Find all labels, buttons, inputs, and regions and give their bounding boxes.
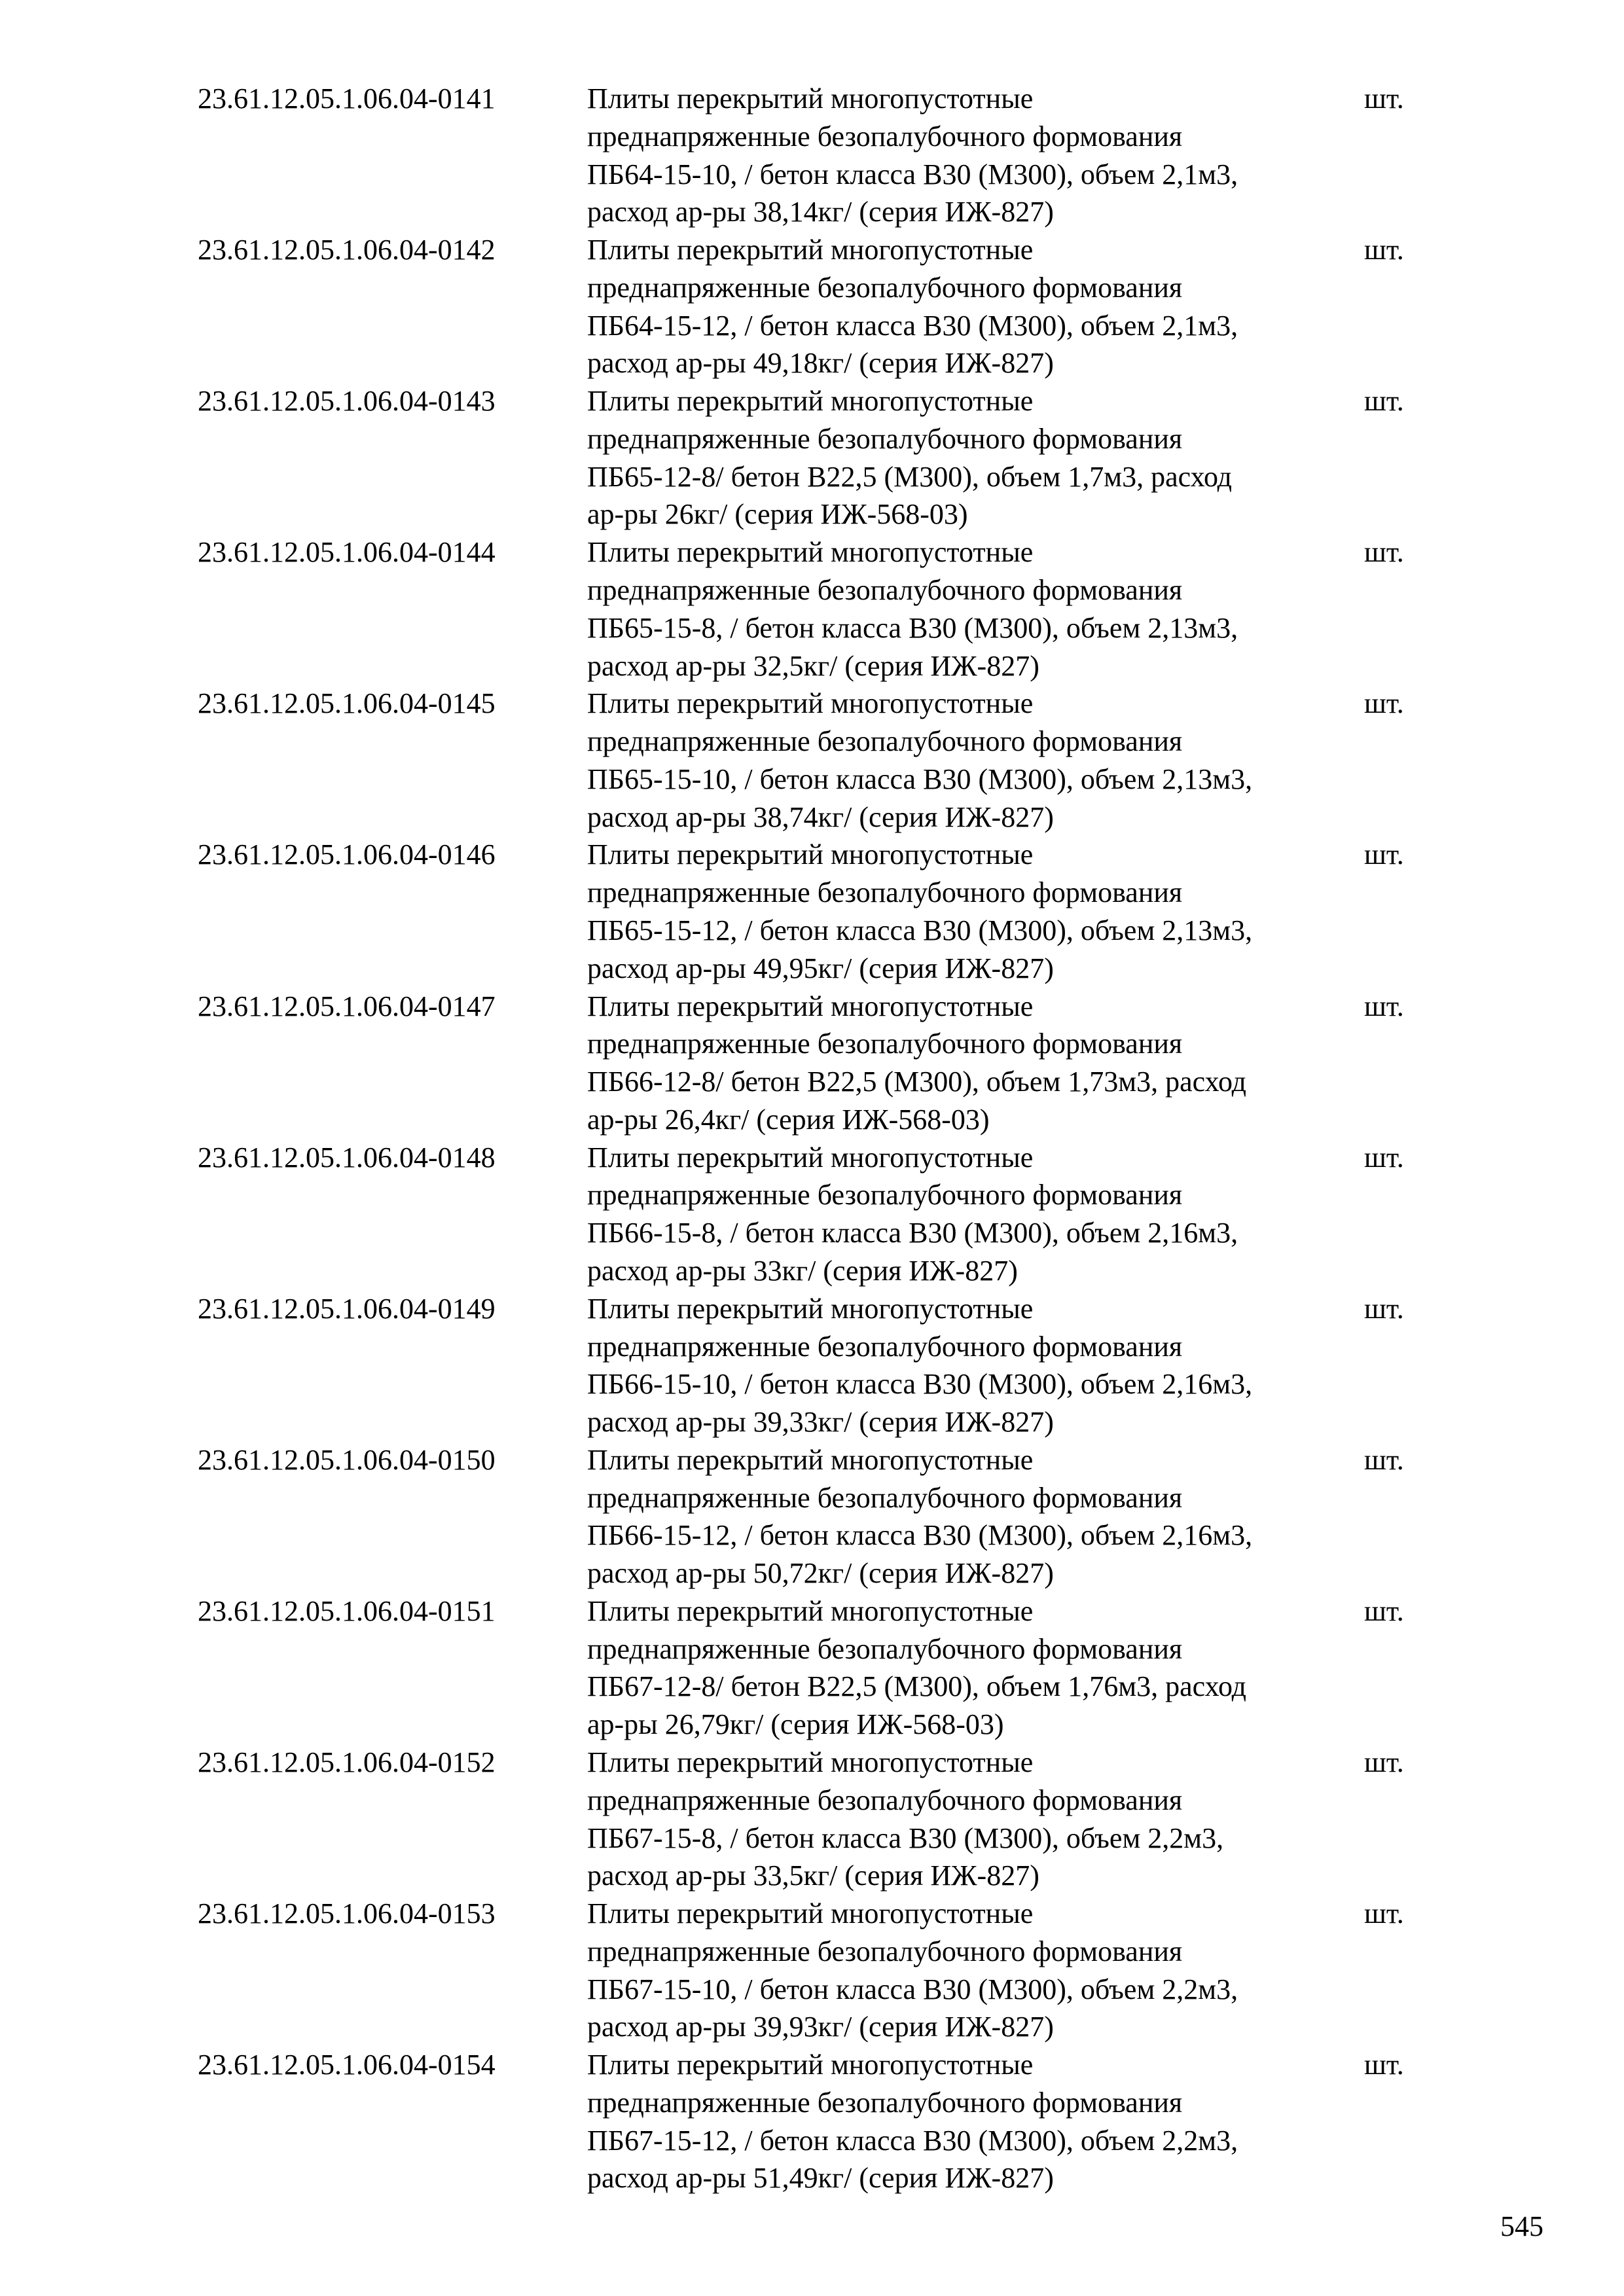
- description-line: расход ар-ры 33,5кг/ (серия ИЖ-827): [587, 1859, 1039, 1892]
- list-item: [0, 836, 1624, 987]
- resource-description: [587, 231, 1360, 382]
- unit-of-measure: шт.: [1364, 234, 1404, 266]
- resource-description: [587, 2046, 1360, 2197]
- description-line: Плиты перекрытий многопустотные: [587, 1292, 1034, 1325]
- unit-of-measure: шт.: [1364, 2049, 1404, 2081]
- description-line: расход ар-ры 51,49кг/ (серия ИЖ-827): [587, 2162, 1054, 2195]
- unit-of-measure: шт.: [1364, 1594, 1404, 1627]
- list-item: [0, 231, 1624, 382]
- list-item: [0, 1895, 1624, 2046]
- resource-description: [587, 80, 1360, 231]
- description-line: ПБ64-15-12, / бетон класса В30 (М300), объем 2,1м3,: [587, 309, 1238, 342]
- resource-description: [587, 382, 1360, 533]
- list-item: [0, 2046, 1624, 2197]
- description-line: расход ар-ры 32,5кг/ (серия ИЖ-827): [587, 649, 1039, 682]
- unit-of-measure: шт.: [1364, 838, 1404, 871]
- resource-description: [587, 533, 1360, 685]
- unit-of-measure: шт.: [1364, 1443, 1404, 1476]
- resource-code: 23.61.12.05.1.06.04-0145: [198, 687, 496, 720]
- description-line: преднапряженные безопалубочного формования: [587, 725, 1183, 758]
- page-number: 545: [1500, 2210, 1543, 2242]
- description-line: ар-ры 26,4кг/ (серия ИЖ-568-03): [587, 1103, 990, 1136]
- description-line: ПБ67-15-10, / бетон класса В30 (М300), объем 2,2м3,: [587, 1973, 1238, 2005]
- description-line: Плиты перекрытий многопустотные: [587, 82, 1034, 115]
- description-line: преднапряженные безопалубочного формования: [587, 1935, 1183, 1967]
- description-line: ПБ66-15-8, / бетон класса В30 (М300), объем 2,16м3,: [587, 1217, 1238, 1249]
- unit-of-measure: шт.: [1364, 1897, 1404, 1930]
- description-line: Плиты перекрытий многопустотные: [587, 838, 1034, 871]
- list-item: [0, 80, 1624, 231]
- description-line: ПБ64-15-10, / бетон класса В30 (М300), объем 2,1м3,: [587, 158, 1238, 190]
- description-line: Плиты перекрытий многопустотные: [587, 1594, 1034, 1627]
- description-line: Плиты перекрытий многопустотные: [587, 1897, 1034, 1930]
- description-line: ПБ65-15-8, / бетон класса В30 (М300), объем 2,13м3,: [587, 611, 1238, 644]
- resource-code: 23.61.12.05.1.06.04-0149: [198, 1292, 496, 1325]
- resource-description: [587, 685, 1360, 836]
- description-line: преднапряженные безопалубочного формования: [587, 422, 1183, 455]
- unit-of-measure: шт.: [1364, 1141, 1404, 1174]
- resource-code: 23.61.12.05.1.06.04-0141: [198, 82, 496, 115]
- description-line: расход ар-ры 39,93кг/ (серия ИЖ-827): [587, 2011, 1054, 2043]
- description-line: ПБ66-15-10, / бетон класса В30 (М300), объем 2,16м3,: [587, 1368, 1253, 1401]
- list-item: [0, 988, 1624, 1139]
- description-line: преднапряженные безопалубочного формования: [587, 2086, 1183, 2119]
- description-line: преднапряженные безопалубочного формования: [587, 876, 1183, 909]
- resource-code: 23.61.12.05.1.06.04-0152: [198, 1746, 496, 1779]
- description-line: преднапряженные безопалубочного формования: [587, 120, 1183, 152]
- resource-description: [587, 988, 1360, 1139]
- list-item: [0, 1290, 1624, 1441]
- description-line: преднапряженные безопалубочного формования: [587, 1784, 1183, 1816]
- description-line: расход ар-ры 49,18кг/ (серия ИЖ-827): [587, 347, 1054, 380]
- description-line: преднапряженные безопалубочного формования: [587, 1632, 1183, 1665]
- description-line: ар-ры 26кг/ (серия ИЖ-568-03): [587, 498, 968, 531]
- description-line: расход ар-ры 38,74кг/ (серия ИЖ-827): [587, 800, 1054, 833]
- resource-description: [587, 836, 1360, 987]
- description-line: ПБ66-12-8/ бетон В22,5 (М300), объем 1,73м3, расход: [587, 1066, 1247, 1098]
- list-item: [0, 1744, 1624, 1895]
- list-item: [0, 382, 1624, 533]
- description-line: расход ар-ры 39,33кг/ (серия ИЖ-827): [587, 1406, 1054, 1438]
- unit-of-measure: шт.: [1364, 82, 1404, 115]
- description-line: Плиты перекрытий многопустотные: [587, 536, 1034, 569]
- description-line: Плиты перекрытий многопустотные: [587, 234, 1034, 266]
- resource-code: 23.61.12.05.1.06.04-0150: [198, 1443, 496, 1476]
- description-line: преднапряженные безопалубочного формования: [587, 1481, 1183, 1514]
- unit-of-measure: шт.: [1364, 687, 1404, 720]
- description-line: ПБ65-15-10, / бетон класса В30 (М300), объем 2,13м3,: [587, 762, 1253, 795]
- list-item: [0, 533, 1624, 685]
- list-item: [0, 685, 1624, 836]
- description-line: преднапряженные безопалубочного формования: [587, 1330, 1183, 1363]
- description-line: преднапряженные безопалубочного формования: [587, 1179, 1183, 1211]
- description-line: ар-ры 26,79кг/ (серия ИЖ-568-03): [587, 1708, 1004, 1741]
- resource-list: [0, 80, 1624, 2197]
- resource-code: 23.61.12.05.1.06.04-0146: [198, 838, 496, 871]
- resource-description: [587, 1744, 1360, 1895]
- description-line: преднапряженные безопалубочного формования: [587, 574, 1183, 607]
- description-line: расход ар-ры 38,14кг/ (серия ИЖ-827): [587, 196, 1054, 228]
- resource-description: [587, 1441, 1360, 1592]
- resource-code: 23.61.12.05.1.06.04-0148: [198, 1141, 496, 1174]
- description-line: Плиты перекрытий многопустотные: [587, 1141, 1034, 1174]
- description-line: Плиты перекрытий многопустотные: [587, 2049, 1034, 2081]
- unit-of-measure: шт.: [1364, 990, 1404, 1022]
- description-line: преднапряженные безопалубочного формования: [587, 1028, 1183, 1060]
- description-line: преднапряженные безопалубочного формования: [587, 271, 1183, 304]
- description-line: Плиты перекрытий многопустотные: [587, 990, 1034, 1022]
- resource-description: [587, 1895, 1360, 2046]
- list-item: [0, 1592, 1624, 1744]
- resource-code: 23.61.12.05.1.06.04-0151: [198, 1594, 496, 1627]
- description-line: ПБ65-15-12, / бетон класса В30 (М300), объем 2,13м3,: [587, 914, 1253, 946]
- list-item: [0, 1441, 1624, 1592]
- list-item: [0, 1139, 1624, 1290]
- resource-description: [587, 1592, 1360, 1744]
- description-line: ПБ67-15-12, / бетон класса В30 (М300), объем 2,2м3,: [587, 2124, 1238, 2157]
- description-line: Плиты перекрытий многопустотные: [587, 1746, 1034, 1779]
- resource-description: [587, 1139, 1360, 1290]
- description-line: Плиты перекрытий многопустотные: [587, 687, 1034, 720]
- resource-code: 23.61.12.05.1.06.04-0147: [198, 990, 496, 1022]
- resource-code: 23.61.12.05.1.06.04-0144: [198, 536, 496, 569]
- unit-of-measure: шт.: [1364, 1746, 1404, 1779]
- resource-code: 23.61.12.05.1.06.04-0142: [198, 234, 496, 266]
- unit-of-measure: шт.: [1364, 536, 1404, 569]
- resource-description: [587, 1290, 1360, 1441]
- description-line: ПБ67-15-8, / бетон класса В30 (М300), объем 2,2м3,: [587, 1821, 1224, 1854]
- description-line: ПБ66-15-12, / бетон класса В30 (М300), объем 2,16м3,: [587, 1519, 1253, 1552]
- resource-code: 23.61.12.05.1.06.04-0153: [198, 1897, 496, 1930]
- description-line: расход ар-ры 50,72кг/ (серия ИЖ-827): [587, 1557, 1054, 1590]
- resource-code: 23.61.12.05.1.06.04-0143: [198, 385, 496, 418]
- description-line: ПБ65-12-8/ бетон В22,5 (М300), объем 1,7м3, расход: [587, 460, 1233, 493]
- description-line: Плиты перекрытий многопустотные: [587, 1443, 1034, 1476]
- description-line: ПБ67-12-8/ бетон В22,5 (М300), объем 1,76м3, расход: [587, 1670, 1247, 1703]
- description-line: Плиты перекрытий многопустотные: [587, 385, 1034, 418]
- unit-of-measure: шт.: [1364, 385, 1404, 418]
- resource-code: 23.61.12.05.1.06.04-0154: [198, 2049, 496, 2081]
- unit-of-measure: шт.: [1364, 1292, 1404, 1325]
- description-line: расход ар-ры 49,95кг/ (серия ИЖ-827): [587, 952, 1054, 984]
- description-line: расход ар-ры 33кг/ (серия ИЖ-827): [587, 1254, 1018, 1287]
